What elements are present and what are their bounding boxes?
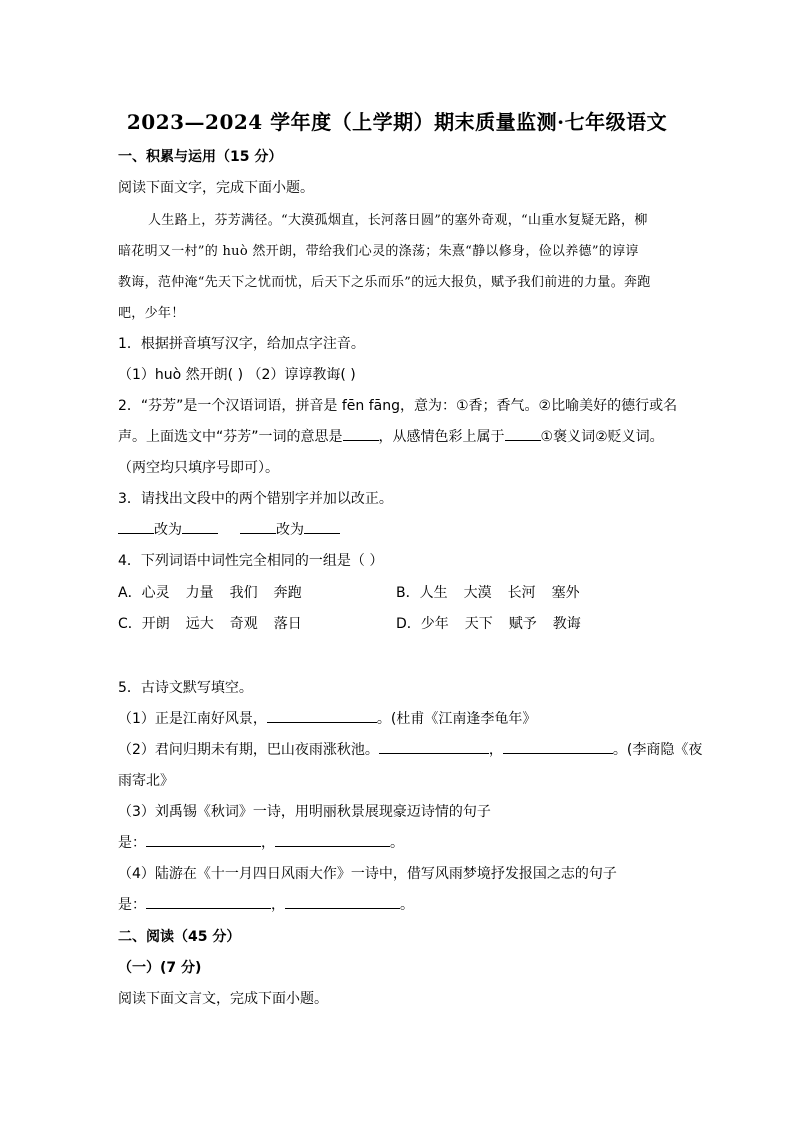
q5-4-label: 是： — [118, 897, 146, 913]
option-c-label: C． — [118, 616, 142, 632]
q1-stem: 1．根据拼音填写汉字，给加点字注音。 — [118, 336, 365, 352]
q5-3-label: 是： — [118, 835, 146, 851]
q3-blank-4[interactable] — [304, 519, 340, 534]
option-b-word: 人生 — [419, 585, 448, 601]
q5-stem: 5．古诗文默写填空。 — [118, 680, 253, 696]
q2-line-3: （两空均只填序号即可）。 — [118, 460, 279, 476]
q3-answer-line — [118, 519, 340, 539]
q5-3-sep: ， — [261, 835, 275, 851]
q5-item-1 — [118, 708, 536, 728]
q5-4-blank-1[interactable] — [146, 894, 271, 909]
option-d-word: 少年 — [420, 616, 449, 632]
q4-option-c[interactable] — [118, 613, 318, 633]
q5-item-4: （4）陆游在《十一月四日风雨大作》一诗中，借写风雨梦境抒发报国之志的句子 — [118, 866, 617, 882]
q2-line-2 — [118, 426, 664, 446]
q5-2-text: （2）君问归期未有期，巴山夜雨涨秋池。 — [118, 742, 379, 758]
q5-item-3: （3）刘禹锡《秋词》一诗，用明丽秋景展现豪迈诗情的句子 — [118, 804, 491, 820]
option-c-word: 远大 — [185, 616, 214, 632]
q2-line-1: 2．“芬芳”是一个汉语词语，拼音是 fēn fāng，意为：①香；香气。②比喻美好的德行或名 — [118, 398, 678, 414]
q5-item-4-answer — [118, 894, 414, 914]
section2-subheading: （一）(7 分) — [118, 960, 202, 976]
q4-option-a[interactable] — [118, 582, 318, 602]
option-d-word: 天下 — [464, 616, 493, 632]
q4-stem: 4．下列词语中词性完全相同的一组是（ ） — [118, 553, 384, 569]
option-a-word: 心灵 — [141, 585, 170, 601]
q5-item-2 — [118, 739, 702, 759]
q2-blank-2[interactable] — [505, 426, 541, 441]
q5-3-blank-1[interactable] — [146, 832, 261, 847]
q3-change-label-2: 改为 — [276, 522, 304, 538]
option-a-label: A． — [118, 585, 142, 601]
q5-1-text: （1）正是江南好风景， — [118, 711, 267, 727]
q1-line: （1）huò 然开朗( ) （2）谆谆教诲( ) — [118, 367, 356, 383]
q3-stem: 3．请找出文段中的两个错别字并加以改正。 — [118, 491, 393, 507]
q5-2-sep: ， — [488, 742, 503, 758]
section2-instruction: 阅读下面文言文，完成下面小题。 — [118, 991, 328, 1007]
q3-blank-2[interactable] — [182, 519, 218, 534]
section1-instruction: 阅读下面文字，完成下面小题。 — [118, 180, 314, 196]
option-d-word: 教诲 — [552, 616, 581, 632]
q4-option-d[interactable] — [396, 613, 597, 633]
q5-2-source-cont: 雨寄北》 — [118, 773, 174, 789]
q5-4-end: 。 — [400, 897, 414, 913]
option-c-word: 落日 — [273, 616, 302, 632]
q3-change-label-1: 改为 — [154, 522, 182, 538]
q2-text-b: ，从感情色彩上属于 — [378, 429, 505, 445]
q5-2-blank-1[interactable] — [379, 739, 489, 754]
q5-item-3-answer — [118, 832, 404, 852]
option-b-word: 塞外 — [551, 585, 580, 601]
passage-line-3: 教诲，范仲淹“先天下之忧而忧，后天下之乐而乐”的远大报负，赋予我们前进的力量。奔跑 — [118, 275, 651, 290]
option-b-label: B． — [396, 585, 420, 601]
passage-line-1: 人生路上，芬芳满径。“大漠孤烟直，长河落日圆”的塞外奇观，“山重水复疑无路，柳 — [148, 213, 648, 228]
q2-blank-1[interactable] — [343, 426, 379, 441]
q2-text-a: 声。上面选文中“芬芳”一词的意思是 — [118, 429, 343, 445]
option-a-word: 我们 — [229, 585, 258, 601]
q5-1-blank[interactable] — [267, 708, 377, 723]
q5-2-source: 。(李商隐《夜 — [612, 742, 703, 758]
section1-heading: 一、积累与运用（15 分） — [118, 149, 283, 165]
passage-line-2: 暗花明又一村”的 huò 然开朗，带给我们心灵的涤荡；朱熹“静以修身，俭以养德”的谆谆 — [118, 244, 639, 259]
option-b-word: 长河 — [507, 585, 536, 601]
option-d-label: D． — [396, 616, 421, 632]
q5-4-sep: ， — [271, 897, 285, 913]
passage-line-4: 吧，少年！ — [118, 306, 185, 321]
q5-3-end: 。 — [390, 835, 404, 851]
q5-4-blank-2[interactable] — [285, 894, 400, 909]
option-c-word: 开朗 — [141, 616, 170, 632]
q4-option-b[interactable] — [396, 582, 596, 602]
option-a-word: 奔跑 — [273, 585, 302, 601]
option-a-word: 力量 — [185, 585, 214, 601]
section2-heading: 二、阅读（45 分） — [118, 929, 241, 945]
q3-blank-3[interactable] — [240, 519, 276, 534]
q3-blank-1[interactable] — [118, 519, 154, 534]
option-b-word: 大漠 — [463, 585, 492, 601]
q5-2-blank-2[interactable] — [503, 739, 613, 754]
option-c-word: 奇观 — [229, 616, 258, 632]
q5-3-blank-2[interactable] — [275, 832, 390, 847]
q5-1-source: 。(杜甫《江南逢李龟年》 — [376, 711, 537, 727]
q2-text-c: ①褒义词②贬义词。 — [540, 429, 664, 445]
page-title: 2023—2024 学年度（上学期）期末质量监测·七年级语文 — [126, 110, 668, 134]
option-d-word: 赋予 — [508, 616, 537, 632]
